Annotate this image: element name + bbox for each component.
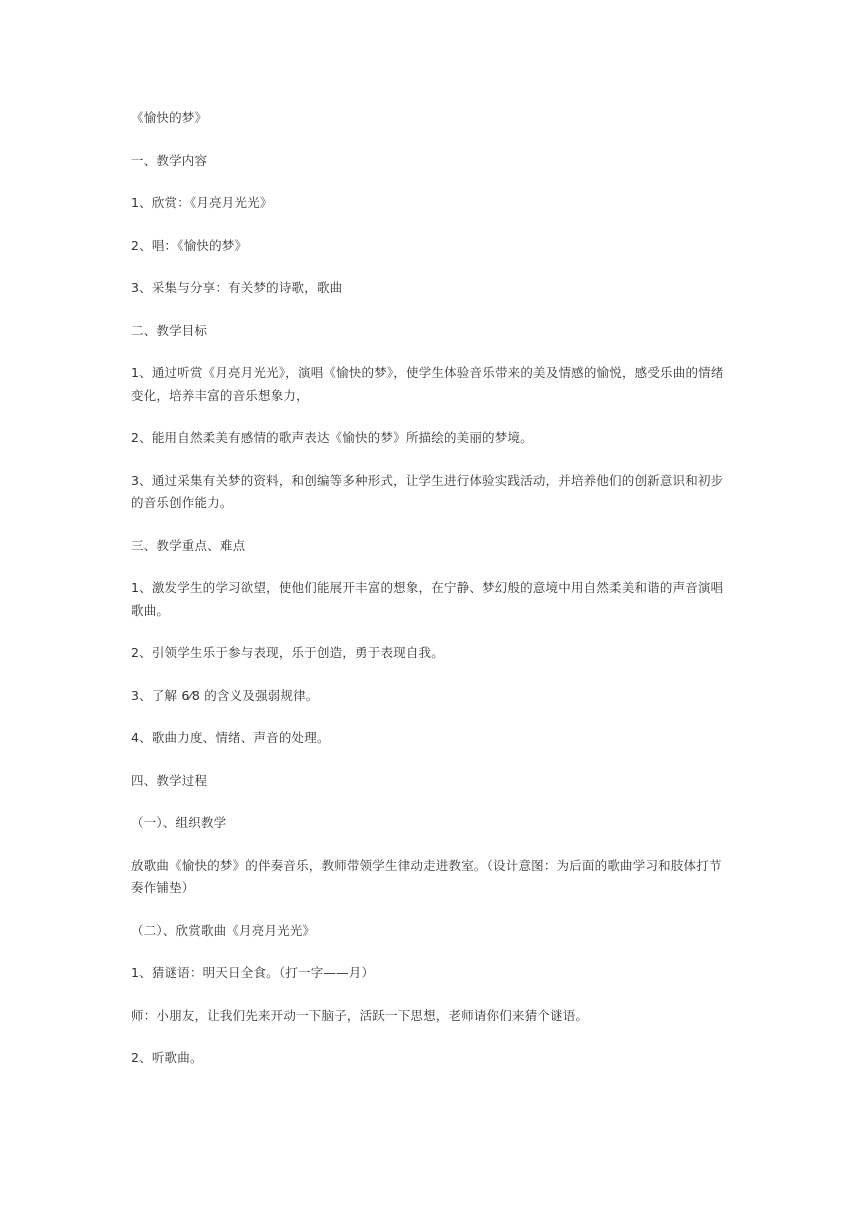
paragraph: 3、通过采集有关梦的资料，和创编等多种形式，让学生进行体验实践活动，并培养他们的创新意识和初步的音乐创作能力。	[131, 472, 724, 510]
subsection-heading: （一）、组织教学	[131, 815, 227, 830]
paragraph: 2、听歌曲。	[131, 1050, 203, 1065]
document-page	[131, 107, 731, 1070]
paragraph: 1、猜谜语：明天日全食。（打一字——月）	[131, 965, 375, 980]
subsection-heading: （二）、欣赏歌曲《月亮月光光》	[131, 922, 316, 938]
paragraph: 3、采集与分享：有关梦的诗歌，歌曲	[131, 280, 343, 295]
paragraph: 1、通过听赏《月亮月光光》，演唱《愉快的梦》，使学生体验音乐带来的美及情感的愉悦，感受乐曲的情绪变化，培养丰富的音乐想象力，	[131, 365, 724, 403]
paragraph: 1、欣赏：《月亮月光光》	[131, 195, 273, 210]
paragraph: 2、能用自然柔美有感情的歌声表达《愉快的梦》所描绘的美丽的梦境。	[131, 430, 533, 445]
paragraph: 1、激发学生的学习欲望，使他们能展开丰富的想象，在宁静、梦幻般的意境中用自然柔美和谐的声音演唱歌曲。	[131, 580, 724, 618]
section-heading-teaching-goals: 二、教学目标	[131, 322, 208, 338]
paragraph: 放歌曲《愉快的梦》的伴奏音乐，教师带领学生律动走进教室。（设计意图：为后面的歌曲学习和肢体打节奏作铺垫）	[131, 857, 722, 895]
paragraph: 师：小朋友，让我们先来开动一下脑子，活跃一下思想，老师请你们来猜个谜语。	[131, 1007, 589, 1023]
document-title: 《愉快的梦》	[131, 110, 208, 125]
section-heading-teaching-process: 四、教学过程	[131, 772, 208, 788]
section-heading-key-points: 三、教学重点、难点	[131, 537, 246, 553]
section-heading-teaching-content: 一、教学内容	[131, 152, 208, 168]
paragraph: 2、引领学生乐于参与表现，乐于创造，勇于表现自我。	[131, 645, 444, 660]
paragraph: 2、唱：《愉快的梦》	[131, 237, 248, 253]
paragraph: 3、了解 6⁄8 的含义及强弱规律。	[131, 687, 319, 703]
paragraph: 4、歌曲力度、情绪、声音的处理。	[131, 730, 330, 745]
